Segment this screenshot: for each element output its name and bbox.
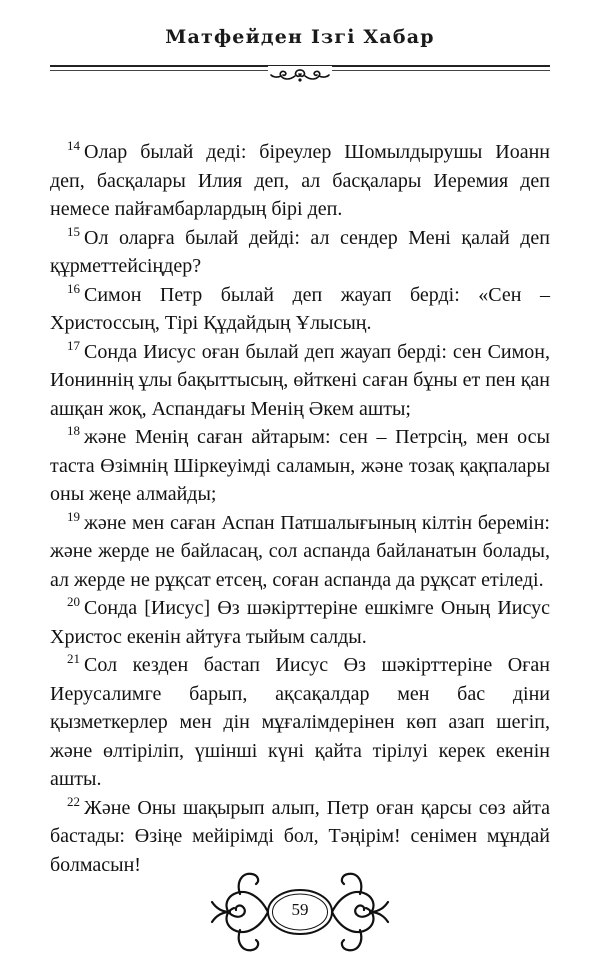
verse-text: Сонда Иисус оған былай деп жауап берді: сен Симон, Иониннің ұлы бақыттысың, өйткені саған бұны ет пен қан ашқан жоқ, Аспандағы Менің Әкем ашты;: [50, 340, 550, 420]
verse-19: [50, 509, 550, 595]
header-ornament-icon: [268, 66, 332, 86]
verse-number: 15: [67, 223, 80, 239]
verse-17: [50, 338, 550, 424]
verse-15: [50, 224, 550, 281]
verse-number: 21: [67, 651, 80, 666]
verse-20: [50, 594, 550, 651]
verse-text: Сонда [Иисус] Өз шәкірттеріне ешкімге Оның Иисус Христос екенін айтуға тыйым салды.: [50, 597, 550, 648]
verse-number: 16: [67, 280, 80, 296]
verse-number: 20: [67, 594, 80, 609]
verse-14: [50, 138, 550, 224]
verse-21: [50, 651, 550, 794]
verse-number: 18: [67, 423, 80, 438]
running-header-title: Матфейден Ізгі Хабар: [165, 26, 435, 48]
verse-16: [50, 281, 550, 338]
verse-text: Және Оны шақырып алып, Петр оған қарсы сөз айта бастады: Өзіңе мейірімді бол, Тәңірім! сенімен мұндай болмасын!: [50, 796, 550, 876]
verse-number: 19: [67, 508, 80, 524]
verse-text: Симон Петр былай деп жауап берді: «Сен – Христоссың, Тірі Құдайдың Ұлысың.: [50, 283, 550, 334]
page-number: 59: [291, 900, 309, 919]
verse-text: және мен саған Аспан Патшалығының кілтін беремін: және жерде не байласаң, сол аспанда байланатын болады, ал жерде не рұқсат етсең, соған аспанда да рұқсат етіледі.: [50, 511, 550, 591]
verse-number: 14: [67, 138, 80, 153]
verse-18: [50, 423, 550, 509]
verse-text: Сол кезден бастап Иисус Өз шәкірттеріне Оған Иерусалимге барып, ақсақалдар мен бас діни қызметкерлер мен дін мұғалімдерінен көп азап шегіп, және өлтіріліп, үшінші күні қайта тірілуі керек екенін ашты.: [50, 654, 550, 790]
verse-text-block: [50, 138, 550, 879]
verse-number: 17: [67, 337, 80, 353]
verse-number: 22: [67, 793, 80, 809]
verse-text: Олар былай деді: біреулер Шомылдырушы Иоанн деп, басқалары Илия деп, ал басқалары Иеремия деп немесе пайғамбарлардың бірі деп.: [50, 141, 550, 220]
verse-text: және Менің саған айтарым: сен – Петрсің, мен осы таста Өзімнің Шіркеуімді саламын, және тозақ қақпалары оны жеңе алмайды;: [50, 426, 550, 505]
verse-text: Ол оларға былай дейді: ал сендер Мені қалай деп құрметтейсіңдер?: [50, 226, 550, 277]
